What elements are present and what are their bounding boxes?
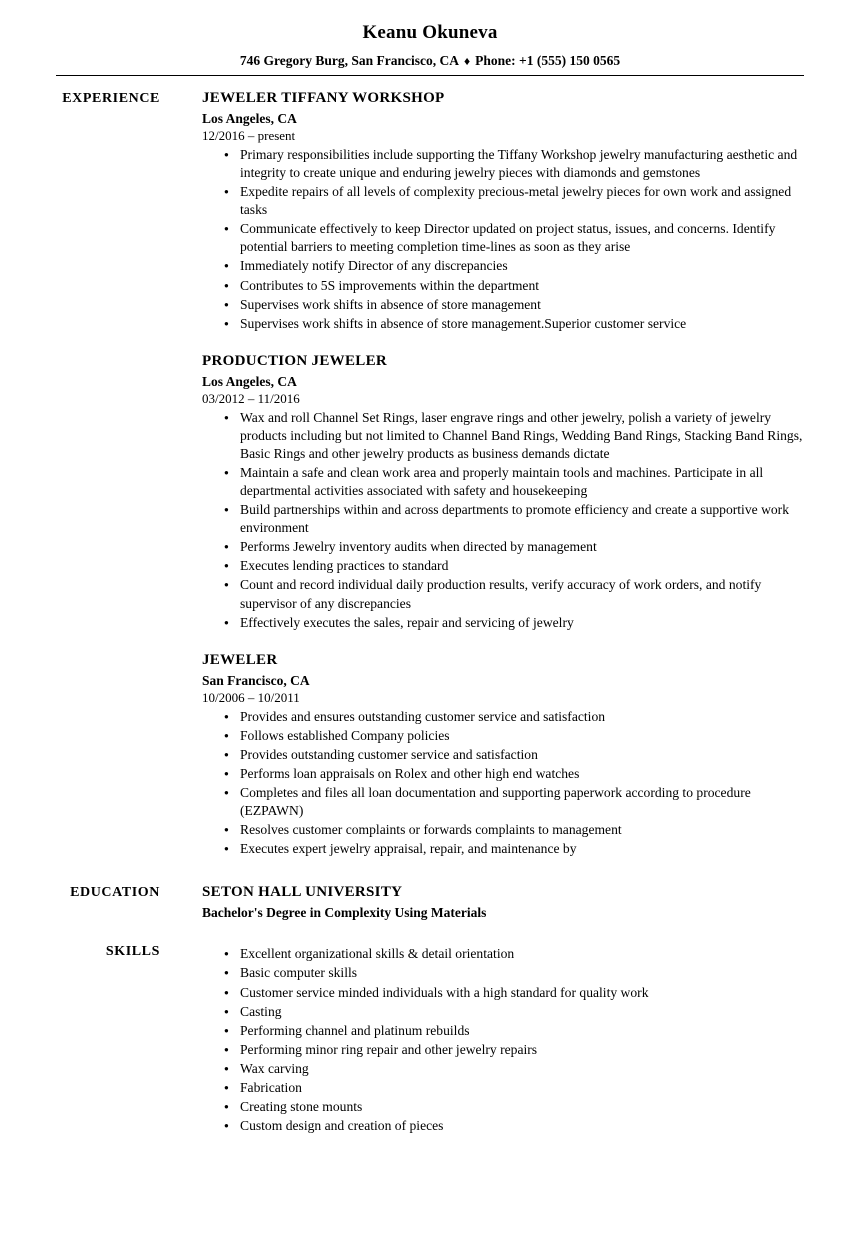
job-bullet-list [202, 409, 804, 632]
header-divider [56, 75, 804, 76]
list-item: ● Performs loan appraisals on Rolex and other high end watches [224, 765, 804, 783]
section-education [56, 884, 804, 921]
job-title: JEWELER TIFFANY WORKSHOP [202, 90, 445, 106]
contact-address: 746 Gregory Burg, San Francisco, CA [239, 53, 460, 68]
job-dates: 03/2012 – 11/2016 [202, 390, 300, 406]
section-experience [56, 90, 804, 866]
list-item: ● Performs Jewelry inventory audits when directed by management [224, 538, 804, 556]
skills-bullet-list [202, 945, 804, 1135]
list-item: ● Count and record individual daily production results, verify accuracy of work orders, and notify supervisor of any discrepancies [224, 576, 804, 612]
list-item: ● Follows established Company policies [224, 727, 804, 745]
experience-entry [202, 353, 804, 632]
page-title: Keanu Okuneva [362, 22, 498, 43]
experience-entry [202, 90, 804, 333]
list-item: ● Primary responsibilities include supporting the Tiffany Workshop jewelry manufacturing aesthetic and integrity to create unique and enduring jewelry pieces with diamonds and gemstones [224, 146, 804, 182]
section-label-experience: EXPERIENCE [62, 91, 160, 106]
job-location: Los Angeles, CA [202, 373, 297, 389]
list-item: ● Executes lending practices to standard [224, 557, 804, 575]
section-skills [56, 943, 804, 1136]
list-item: ● Communicate effectively to keep Director updated on project status, issues, and concerns. Identify potential barriers to meeting completion time-lines as soon as they arise [224, 220, 804, 256]
list-item: ● Maintain a safe and clean work area and properly maintain tools and machines. Participate in all departmental activities associated with safety and housekeeping [224, 464, 804, 500]
list-item: ● Basic computer skills [224, 964, 804, 982]
section-label-education: EDUCATION [70, 885, 160, 901]
list-item: ● Wax carving [224, 1060, 804, 1078]
skills-body [174, 943, 804, 1136]
job-dates: 10/2006 – 10/2011 [202, 689, 300, 705]
list-item: ● Creating stone mounts [224, 1098, 804, 1116]
job-dates: 12/2016 – present [202, 128, 296, 143]
job-title: JEWELER [202, 651, 278, 668]
education-school: SETON HALL UNIVERSITY [202, 884, 403, 901]
list-item: ● Supervises work shifts in absence of store management [224, 296, 804, 314]
list-item: ● Expedite repairs of all levels of complexity precious-metal jewelry pieces for own work and assigned tasks [224, 183, 804, 219]
list-item: ● Provides and ensures outstanding customer service and satisfaction [224, 708, 804, 726]
job-bullet-list [202, 708, 804, 859]
list-item: ● Build partnerships within and across departments to promote efficiency and create a supportive work environment [224, 501, 804, 537]
list-item: ● Effectively executes the sales, repair and servicing of jewelry [224, 614, 804, 632]
job-title: PRODUCTION JEWELER [202, 352, 388, 369]
list-item: ● Customer service minded individuals with a high standard for quality work [224, 984, 804, 1002]
list-item: ● Excellent organizational skills & detail orientation [224, 945, 804, 963]
list-item: ● Immediately notify Director of any discrepancies [224, 257, 804, 275]
experience-entry [202, 652, 804, 859]
contact-line [56, 53, 804, 69]
job-location: San Francisco, CA [202, 672, 310, 688]
list-item: ● Provides outstanding customer service and satisfaction [224, 746, 804, 764]
list-item: ● Fabrication [224, 1079, 804, 1097]
contact-separator-icon: ♦ [464, 54, 471, 68]
list-item: ● Resolves customer complaints or forwards complaints to management [224, 821, 804, 839]
education-body [174, 884, 804, 921]
list-item: ● Performing minor ring repair and other jewelry repairs [224, 1041, 804, 1059]
job-location: Los Angeles, CA [202, 111, 297, 126]
list-item: ● Executes expert jewelry appraisal, repair, and maintenance by [224, 840, 804, 858]
list-item: ● Wax and roll Channel Set Rings, laser engrave rings and other jewelry, polish a variety of jewelry products including but not limited to Channel Band Rings, Wedding Band Rings, Stacking Band Rings, Basic Rings and other jewelry products as business demands dictate [224, 409, 804, 463]
education-degree: Bachelor's Degree in Complexity Using Materials [202, 905, 487, 921]
job-bullet-list [202, 146, 804, 333]
list-item: ● Performing channel and platinum rebuilds [224, 1022, 804, 1040]
experience-body [174, 90, 804, 866]
list-item: ● Supervises work shifts in absence of store management.Superior customer service [224, 315, 804, 333]
list-item: ● Casting [224, 1003, 804, 1021]
list-item: ● Contributes to 5S improvements within the department [224, 277, 804, 295]
contact-phone: Phone: +1 (555) 150 0565 [475, 53, 621, 68]
list-item: ● Completes and files all loan documentation and supporting paperwork according to procedure (EZPAWN) [224, 784, 804, 820]
list-item: ● Custom design and creation of pieces [224, 1117, 804, 1135]
section-label-skills: SKILLS [105, 944, 160, 960]
